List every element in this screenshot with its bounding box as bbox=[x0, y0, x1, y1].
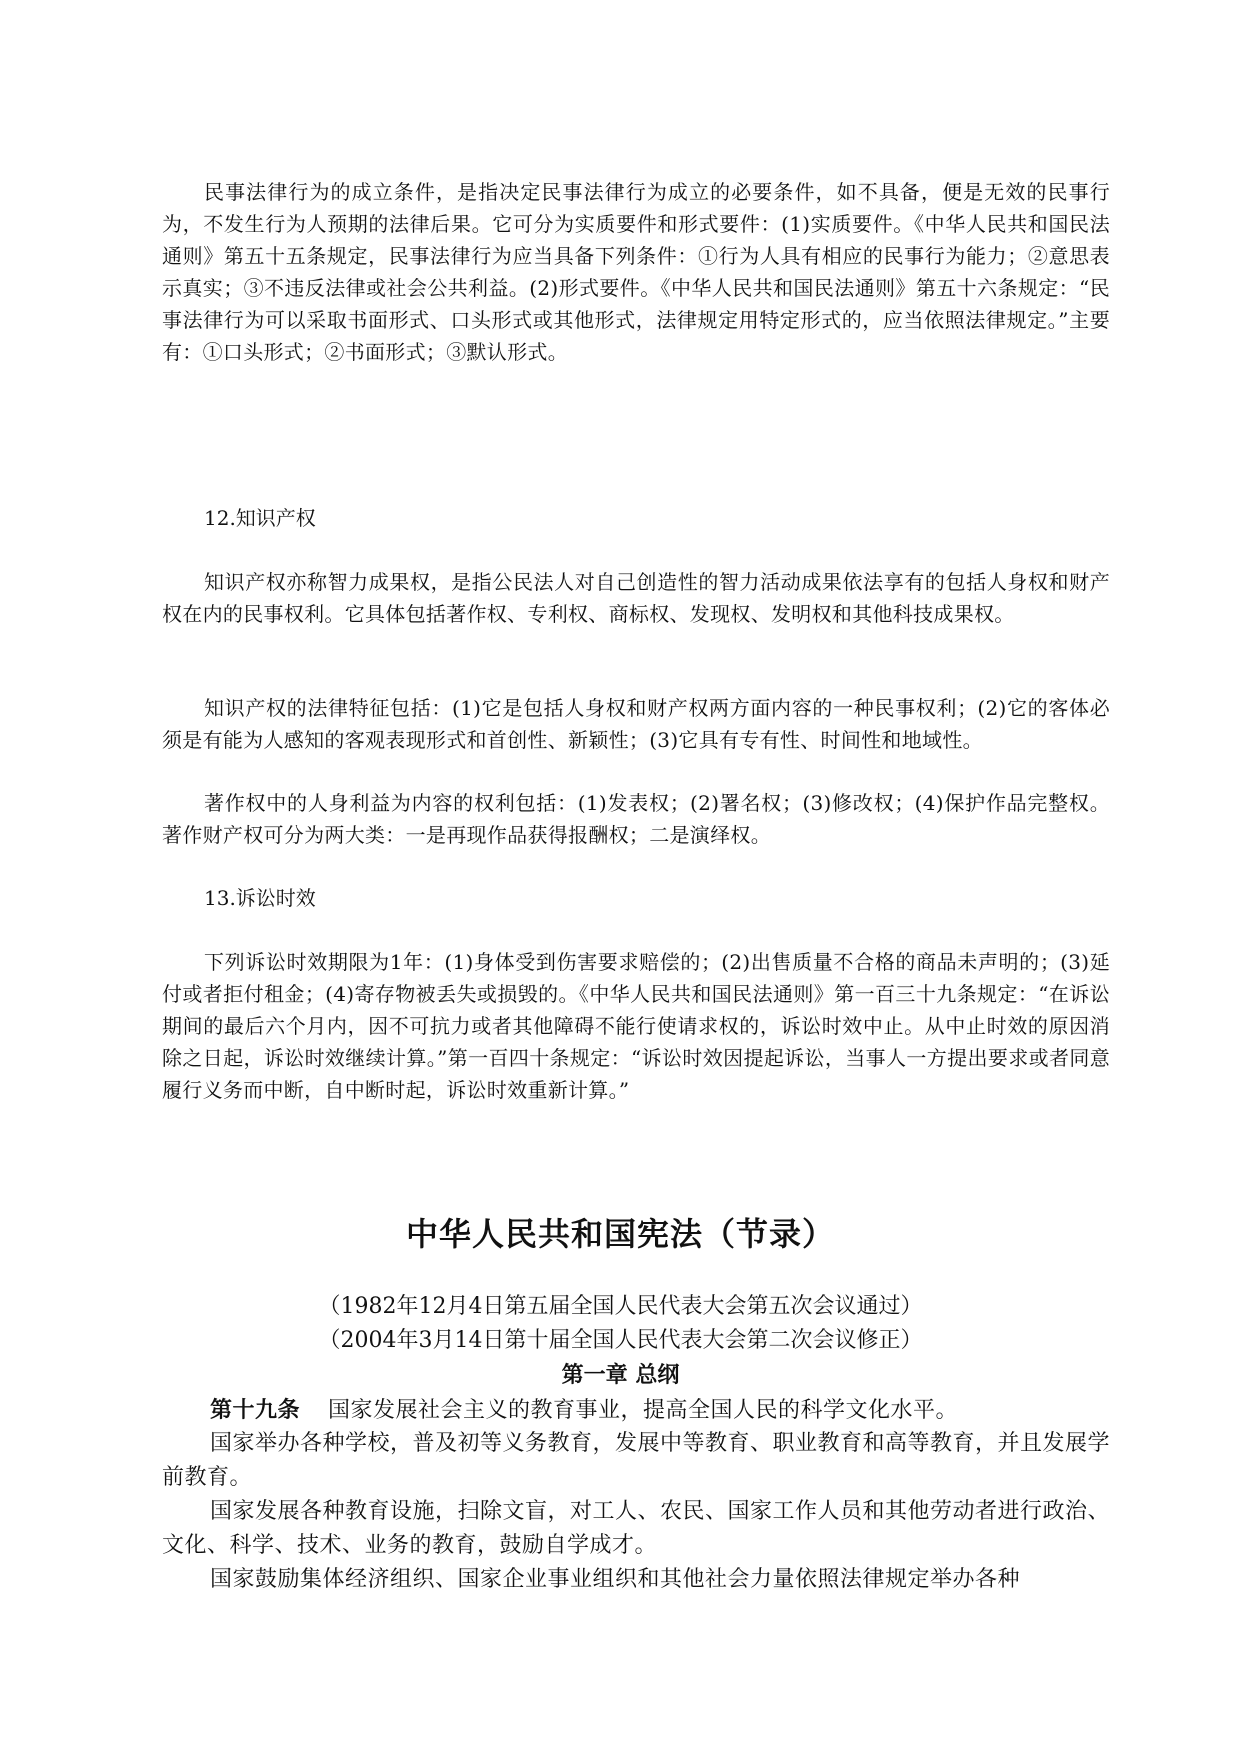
civil-act-conditions-paragraph: 民事法律行为的成立条件，是指决定民事法律行为成立的必要条件，如不具备，便是无效的民事行为，不发生行为人预期的法律后果。它可分为实质要件和形式要件：(1)实质要件。《中华人民共和国民法通则》第五十五条规定，民事法律行为应当具备下列条件：①行为人具有相应的民事行为能力；②意思表示真实；③不违反法律或社会公共利益。(2)形式要件。《中华人民共和国民法通则》第五十六条规定：“民事法律行为可以采取书面形式、口头形式或其他形式，法律规定用特定形式的，应当依照法律规定。”主要有：①口头形式；②书面形式；③默认形式。 bbox=[162, 180, 1110, 364]
schools-paragraph: 国家举办各种学校，普及初等义务教育，发展中等教育、职业教育和高等教育，并且发展学前教育。 bbox=[162, 1431, 1111, 1490]
article-19-paragraph bbox=[162, 1393, 1110, 1428]
amendment-note: （2004年3月14日第十届全国人民代表大会第二次会议修正） bbox=[318, 1328, 923, 1353]
copyright-rights-paragraph: 著作权中的人身利益为内容的权利包括：(1)发表权；(2)署名权；(3)修改权；(4)保护作品完整权。著作财产权可分为两大类：一是再现作品获得报酬权；二是演绎权。 bbox=[162, 791, 1110, 847]
limitation-period-paragraph: 下列诉讼时效期限为1年：(1)身体受到伤害要求赔偿的；(2)出售质量不合格的商品未声明的；(3)延付或者拒付租金；(4)寄存物被丢失或损毁的。《中华人民共和国民法通则》第一百三十九条规定：“在诉讼期间的最后六个月内，因不可抗力或者其他障碍不能行使请求权的，诉讼时效中止。从中止时效的原因消除之日起，诉讼时效继续计算。”第一百四十条规定：“诉讼时效因提起诉讼，当事人一方提出要求或者同意履行义务而中断，自中断时起，诉讼时效重新计算。” bbox=[162, 950, 1110, 1102]
article-19-text: 国家发展社会主义的教育事业，提高全国人民的科学文化水平。 bbox=[328, 1398, 959, 1423]
ip-definition-paragraph: 知识产权亦称智力成果权，是指公民法人对自己创造性的智力活动成果依法享有的包括人身权和财产权在内的民事权利。它具体包括著作权、专利权、商标权、发现权、发明权和其他科技成果权。 bbox=[162, 570, 1110, 626]
section-13-heading: 13.诉讼时效 bbox=[204, 886, 316, 910]
constitution-title: 中华人民共和国宪法（节录） bbox=[405, 1215, 835, 1253]
article-number: 第十九条 bbox=[210, 1397, 301, 1423]
social-forces-paragraph: 国家鼓励集体经济组织、国家企业事业组织和其他社会力量依照法律规定举办各种 bbox=[210, 1567, 1021, 1592]
ip-features-paragraph: 知识产权的法律特征包括：(1)它是包括人身权和财产权两方面内容的一种民事权利；(2)它的客体必须是有能为人感知的客观表现形式和首创性、新颖性；(3)它具有专有性、时间性和地域性。 bbox=[162, 696, 1110, 752]
section-12-heading: 12.知识产权 bbox=[204, 506, 316, 530]
chapter-heading: 第一章 总纲 bbox=[561, 1362, 680, 1388]
education-facilities-paragraph: 国家发展各种教育设施，扫除文盲，对工人、农民、国家工作人员和其他劳动者进行政治、文化、科学、技术、业务的教育，鼓励自学成才。 bbox=[162, 1499, 1111, 1558]
adoption-note: （1982年12月4日第五届全国人民代表大会第五次会议通过） bbox=[318, 1294, 923, 1319]
